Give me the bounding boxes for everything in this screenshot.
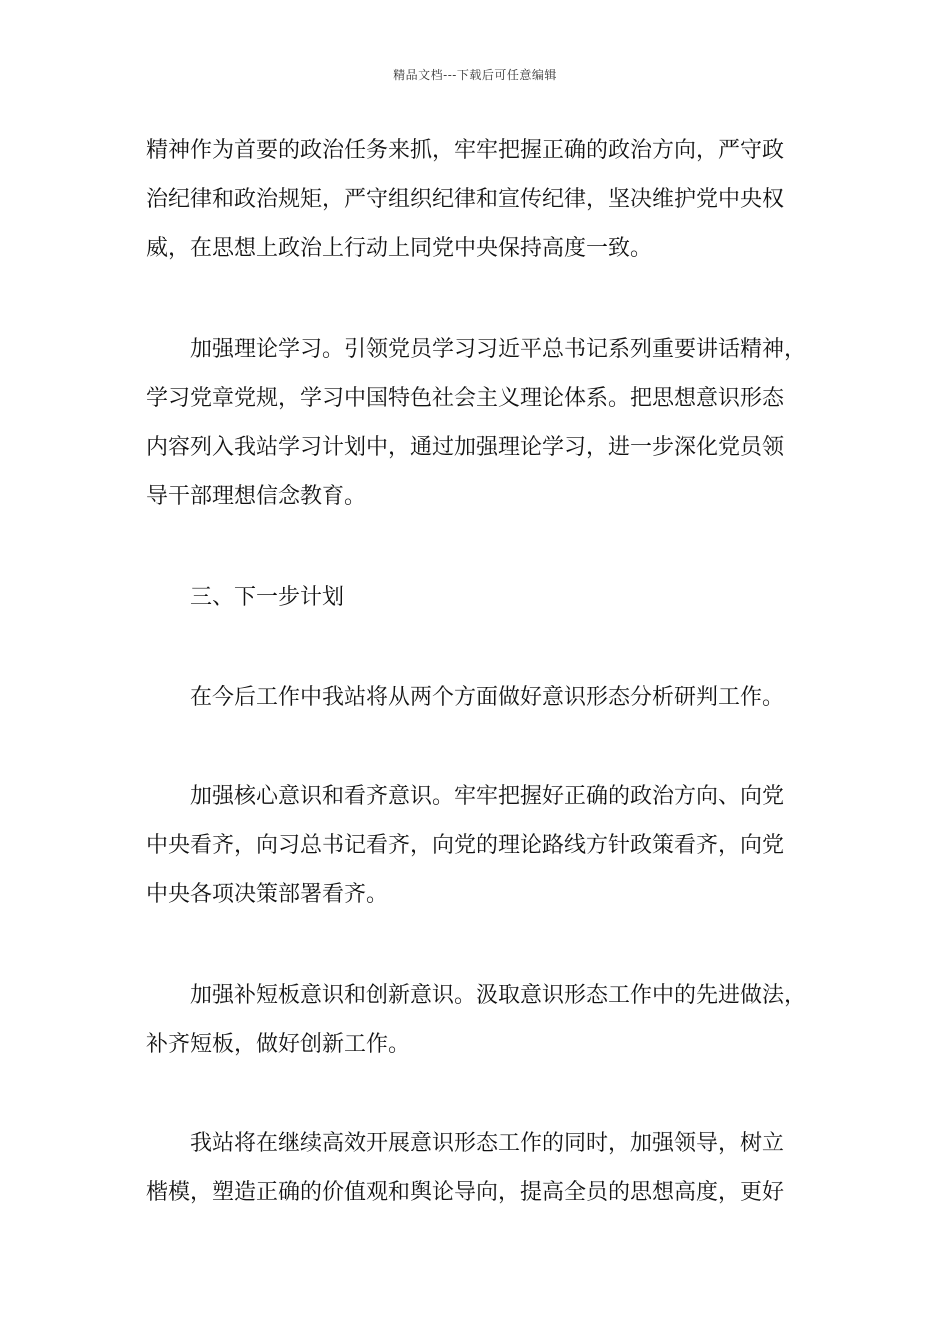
body-line: 在今后工作中我站将从两个方面做好意识形态分析研判工作。 bbox=[190, 685, 785, 710]
body-line: 加强补短板意识和创新意识。汲取意识形态工作中的先进做法， bbox=[190, 983, 807, 1008]
body-line: 治纪律和政治规矩，严守组织纪律和宣传纪律，坚决维护党中央权 bbox=[146, 187, 785, 212]
body-line: 中央各项决策部署看齐。 bbox=[146, 882, 389, 907]
body-line: 加强理论学习。引领党员学习习近平总书记系列重要讲话精神， bbox=[190, 337, 807, 362]
body-line: 楷模，塑造正确的价值观和舆论导向，提高全员的思想高度，更好 bbox=[146, 1180, 785, 1205]
body-line: 学习党章党规，学习中国特色社会主义理论体系。把思想意识形态 bbox=[146, 386, 785, 411]
body-line: 中央看齐，向习总书记看齐，向党的理论路线方针政策看齐，向党 bbox=[146, 833, 785, 858]
page-header: 精品文档---下载后可任意编辑 bbox=[393, 68, 557, 82]
body-line: 我站将在继续高效开展意识形态工作的同时，加强领导，树立 bbox=[190, 1131, 785, 1156]
body-line: 加强核心意识和看齐意识。牢牢把握好正确的政治方向、向党 bbox=[190, 784, 785, 809]
section-heading: 三、下一步计划 bbox=[190, 585, 345, 610]
body-line: 精神作为首要的政治任务来抓，牢牢把握正确的政治方向，严守政 bbox=[146, 138, 785, 163]
body-line: 内容列入我站学习计划中，通过加强理论学习，进一步深化党员领 bbox=[146, 435, 785, 460]
body-line: 威，在思想上政治上行动上同党中央保持高度一致。 bbox=[146, 236, 653, 261]
body-line: 补齐短板，做好创新工作。 bbox=[146, 1032, 411, 1057]
body-line: 导干部理想信念教育。 bbox=[146, 484, 367, 509]
